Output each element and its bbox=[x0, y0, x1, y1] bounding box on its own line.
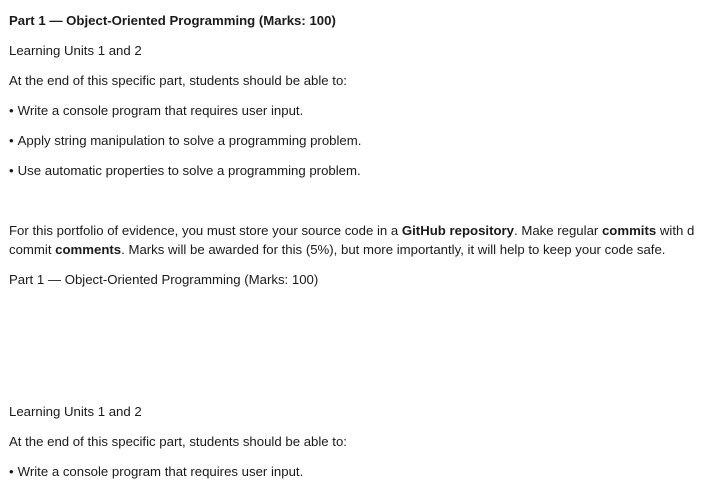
paragraph-text: commit bbox=[9, 242, 56, 257]
portfolio-paragraph-line-2 bbox=[9, 241, 665, 259]
bullet-icon: • bbox=[9, 133, 14, 148]
intro-text: At the end of this specific part, students should be able to: bbox=[9, 73, 347, 88]
bullet-text: Apply string manipulation to solve a programming problem. bbox=[17, 133, 362, 148]
bullet-item bbox=[9, 132, 361, 150]
bullet-item bbox=[9, 463, 303, 481]
paragraph-text: . Marks will be awarded for this (5%), but more importantly, it will help to keep your code safe. bbox=[121, 242, 666, 257]
commits-term: commits bbox=[601, 223, 657, 238]
section-heading-repeat: Part 1 — Object-Oriented Programming (Marks: 100) bbox=[9, 272, 319, 287]
bullet-text: Write a console program that requires user input. bbox=[17, 464, 304, 479]
bullet-item bbox=[9, 102, 303, 120]
bullet-item bbox=[9, 162, 361, 180]
paragraph-text: with d bbox=[656, 223, 695, 238]
paragraph-text: . Make regular bbox=[514, 223, 602, 238]
paragraph-text: For this portfolio of evidence, you must store your source code in a bbox=[9, 223, 402, 238]
bullet-text: Use automatic properties to solve a programming problem. bbox=[17, 163, 361, 178]
learning-units: Learning Units 1 and 2 bbox=[9, 43, 142, 58]
learning-units-repeat: Learning Units 1 and 2 bbox=[9, 404, 142, 419]
bullet-icon: • bbox=[9, 163, 14, 178]
bullet-icon: • bbox=[9, 464, 14, 479]
bullet-icon: • bbox=[9, 103, 14, 118]
comments-term: comments bbox=[55, 242, 122, 257]
intro-text-repeat: At the end of this specific part, students should be able to: bbox=[9, 434, 347, 449]
section-heading: Part 1 — Object-Oriented Programming (Marks: 100) bbox=[9, 13, 336, 28]
github-repository-term: GitHub repository bbox=[401, 223, 514, 238]
bullet-text: Write a console program that requires user input. bbox=[17, 103, 304, 118]
portfolio-paragraph-line-1 bbox=[9, 222, 694, 240]
